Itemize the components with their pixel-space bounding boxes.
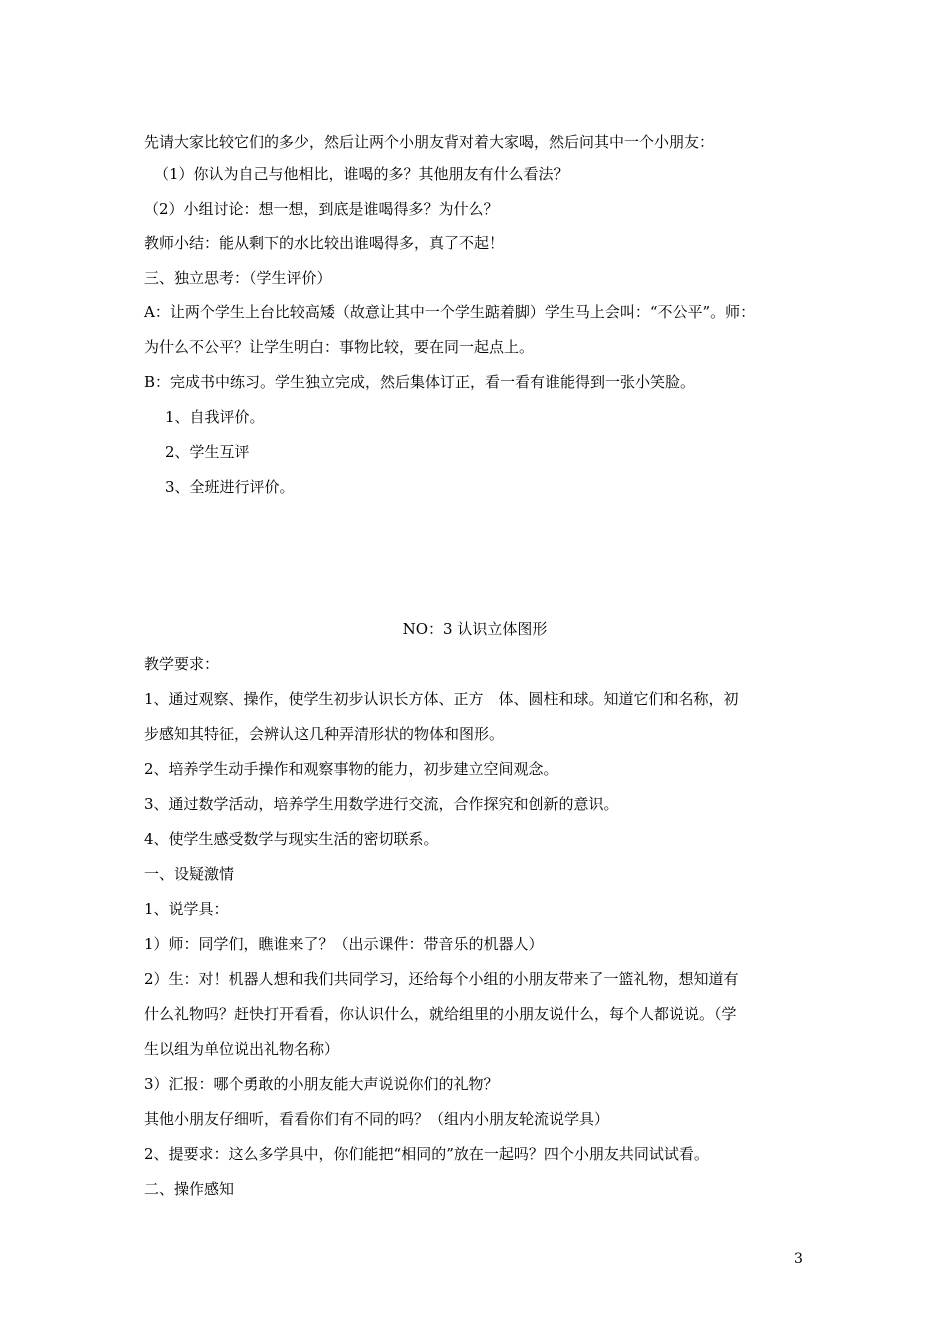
paragraph-line: （2）小组讨论：想一想，到底是谁喝得多？为什么？ [144,200,499,218]
list-item: 2、学生互评 [165,443,250,461]
paragraph-line: 1、通过观察、操作，使学生初步认识长方体、正方 体、圆柱和球。知道它们和名称，初 [144,690,739,708]
paragraph-line: （1）你认为自己与他相比，谁喝的多？其他朋友有什么看法？ [154,165,569,183]
paragraph-line: 为什么不公平？让学生明白：事物比较，要在同一起点上。 [144,338,535,356]
paragraph-line: 2、提要求：这么多学具中，你们能把“相同的”放在一起吗？四个小朋友共同试试看。 [144,1145,709,1163]
paragraph-line: 1、说学具： [144,900,229,918]
paragraph-line: B：完成书中练习。学生独立完成，然后集体订正，看一看有谁能得到一张小笑脸。 [144,373,696,391]
paragraph-line: 2、培养学生动手操作和观察事物的能力，初步建立空间观念。 [144,760,559,778]
section-heading: 教学要求： [144,655,220,673]
paragraph-line: 2）生：对！机器人想和我们共同学习，还给每个小组的小朋友带来了一篮礼物，想知道有 [144,970,739,988]
paragraph-line: 教师小结：能从剩下的水比较出谁喝得多，真了不起！ [144,234,505,252]
paragraph-line: 生以组为单位说出礼物名称） [144,1040,340,1058]
paragraph-line: 3）汇报：哪个勇敢的小朋友能大声说说你们的礼物？ [144,1075,499,1093]
section-heading: 一、设疑激情 [144,865,235,883]
paragraph-line: A：让两个学生上台比较高矮（故意让其中一个学生踮着脚）学生马上会叫：“不公平”。师： [144,303,756,321]
paragraph-line: 步感知其特征，会辨认这几种弄清形状的物体和图形。 [144,725,505,743]
paragraph-line: 4、使学生感受数学与现实生活的密切联系。 [144,830,439,848]
paragraph-line: 先请大家比较它们的多少，然后让两个小朋友背对着大家喝，然后问其中一个小朋友： [144,133,715,151]
section-heading: 三、独立思考：（学生评价） [144,269,332,287]
lesson-title: NO：3 认识立体图形 [402,620,548,638]
section-heading: 二、操作感知 [144,1180,235,1198]
page-number: 3 [794,1251,803,1267]
paragraph-line: 其他小朋友仔细听，看看你们有不同的吗？（组内小朋友轮流说学具） [144,1110,610,1128]
list-item: 3、全班进行评价。 [165,478,295,496]
paragraph-line: 什么礼物吗？赶快打开看看，你认识什么，就给组里的小朋友说什么，每个人都说说。（学 [144,1005,737,1023]
list-item: 1、自我评价。 [165,408,265,426]
paragraph-line: 3、通过数学活动，培养学生用数学进行交流，合作探究和创新的意识。 [144,795,619,813]
paragraph-line: 1）师：同学们，瞧谁来了？（出示课件：带音乐的机器人） [144,935,544,953]
